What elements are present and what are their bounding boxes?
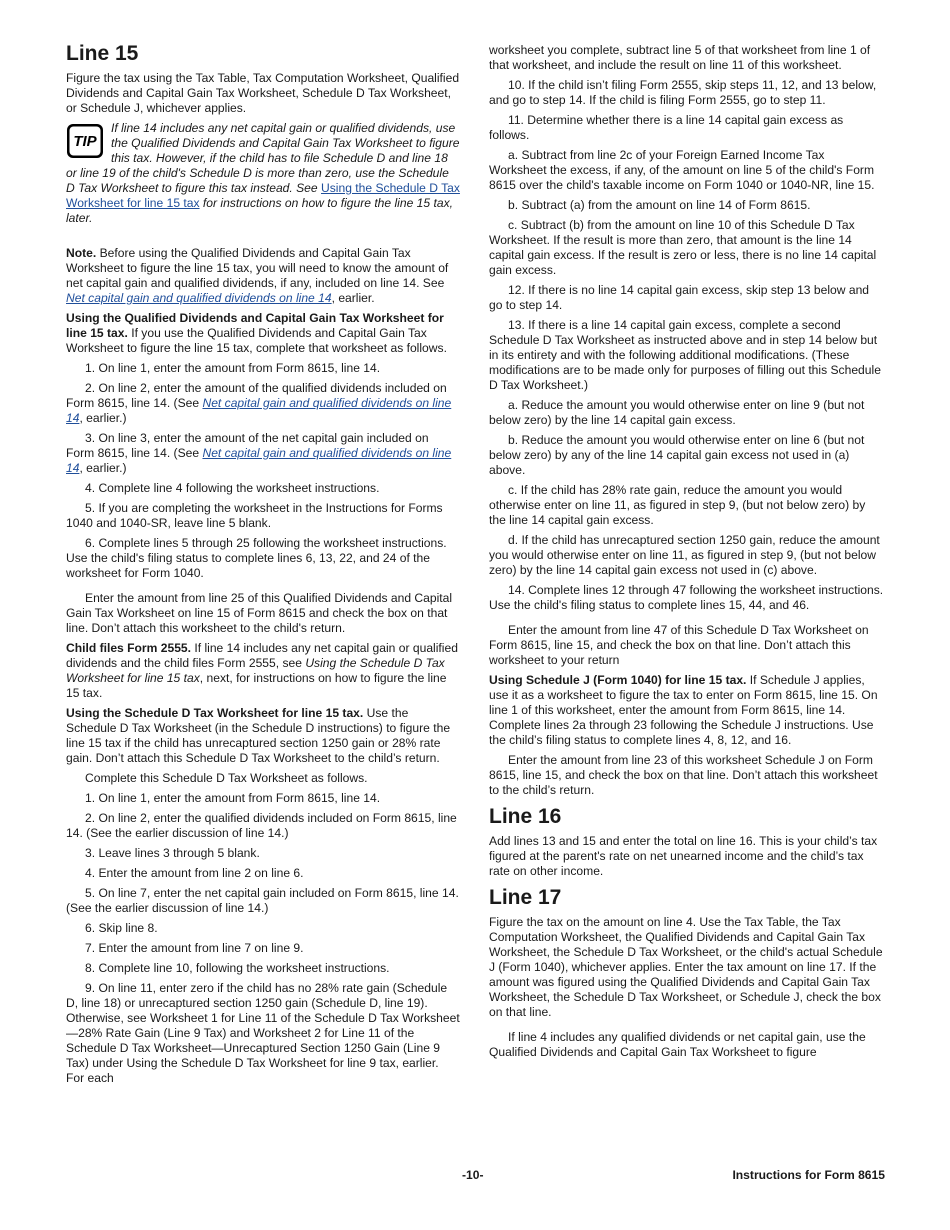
sd-step-11b: b. Subtract (a) from the amount on line 14 of Form 8615. bbox=[508, 198, 811, 212]
sd-step-13c: c. If the child has 28% rate gain, reduce the amount you would otherwise enter on line 11, as figured in step 9, (but not below zero) by the line 14 capital gain excess. bbox=[489, 483, 866, 527]
note-label: Note. bbox=[66, 246, 97, 260]
sd-step-10: 10. If the child isn’t filing Form 2555, skip steps 11, 12, and 13 below, and go to step 14. If the child is filing Form 2555, go to step 11. bbox=[489, 78, 877, 107]
qd-step-2-link[interactable]: Net capital gain and qualified dividends on line 14 bbox=[66, 396, 452, 425]
sd-step-9: 9. On line 11, enter zero if the child has no 28% rate gain (Schedule D, line 18) or unrecaptured section 1250 gain (Schedule D, line 19). Otherwise, see Worksheet 1 for Line 11 of the Schedule D Tax Worksheet—28% Rate Gain (Line 9 Tax) and Worksheet 2 for Line 11 of the Schedule D Tax Worksheet—Unrecaptured Section 1250 Gain (Line 9 Tax) under Using the Schedule D Tax Worksheet for line 9 tax, earlier. For each bbox=[66, 981, 460, 1085]
note-text-end: , earlier. bbox=[331, 291, 375, 305]
qd-step-2-text: 2. On line 2, enter the amount of the qualified dividends included on Form 8615, line 14. (See bbox=[66, 381, 447, 410]
sd-step-2: 2. On line 2, enter the qualified dividends included on Form 8615, line 14. (See the earlier discussion of line 14.) bbox=[66, 811, 457, 840]
tip-box bbox=[66, 121, 460, 226]
sj-enter: Enter the amount from line 23 of this worksheet Schedule J on Form 8615, line 15, and check the box on that line. Don’t attach this worksheet to the child’s return. bbox=[489, 753, 878, 797]
qd-step-2-end: , earlier.) bbox=[79, 411, 127, 425]
tip-icon bbox=[66, 123, 104, 159]
sd-text: Use the Schedule D Tax Worksheet (in the Schedule D instructions) to figure the line 15 tax if the child has unrecaptured section 1250 gain or 28% rate gain. Don’t attach this Schedule D Tax Worksheet to the child’s return. bbox=[66, 706, 451, 765]
qd-step-6: 6. Complete lines 5 through 25 following the worksheet instructions. Use the child's filing status to complete lines 6, 13, 22, and 24 of the worksheet for Form 1040. bbox=[66, 536, 447, 580]
cf-text-italic: Using the Schedule D Tax Worksheet for line 15 tax bbox=[66, 656, 445, 685]
qd-heading: Using the Qualified Dividends and Capital Gain Tax Worksheet for line 15 tax. bbox=[66, 311, 444, 340]
sd-step-13b: b. Reduce the amount you would otherwise enter on line 6 (but not below zero) by any of the line 14 capital gain excess not used in (a) above. bbox=[489, 433, 865, 477]
qd-paragraph bbox=[66, 311, 460, 356]
qd-enter: Enter the amount from line 25 of this Qualified Dividends and Capital Gain Tax Worksheet on line 15 of Form 8615 and check the box on that line. Don’t attach this worksheet to the child's return. bbox=[66, 591, 453, 635]
sd-step-14: 14. Complete lines 12 through 47 following the worksheet instructions. Use the child's filing status to complete lines 15, 44, and 46. bbox=[489, 583, 884, 612]
sd-complete: Complete this Schedule D Tax Worksheet as follows. bbox=[85, 771, 368, 785]
sd-enter: Enter the amount from line 47 of this Schedule D Tax Worksheet on Form 8615, line 15, and check the box on that line. Don’t attach this worksheet to your return bbox=[489, 623, 869, 667]
sd-step-7: 7. Enter the amount from line 7 on line 9. bbox=[85, 941, 304, 955]
sd-paragraph bbox=[66, 706, 460, 766]
qd-step-3-text: 3. On line 3, enter the amount of the net capital gain included on Form 8615, line 14. (See bbox=[66, 431, 429, 460]
line17-heading: Line 17 bbox=[489, 886, 562, 909]
tip-text-1: If line 14 includes any net capital gain or qualified dividends, use the Qualified Dividends and Capital Gain Tax Worksheet to figure this tax. However, if the child has to file bbox=[111, 121, 460, 165]
qd-step-3-end: , earlier.) bbox=[79, 461, 127, 475]
line15-heading: Line 15 bbox=[66, 42, 139, 65]
sd-step-4: 4. Enter the amount from line 2 on line 6. bbox=[85, 866, 304, 880]
left-column bbox=[66, 42, 460, 1091]
tip-link-schedule-d[interactable]: Using the Schedule D Tax Worksheet for line 15 tax bbox=[66, 181, 460, 210]
sd-step-11: 11. Determine whether there is a line 14 capital gain excess as follows. bbox=[489, 113, 844, 142]
right-column bbox=[489, 43, 885, 1065]
line17-more: If line 4 includes any qualified dividends or net capital gain, use the Qualified Dividends and Capital Gain Tax Worksheet to figure bbox=[489, 1030, 866, 1059]
sj-paragraph bbox=[489, 673, 885, 748]
line16-text: Add lines 13 and 15 and enter the total on line 16. This is your child’s tax figured at the parent's rate on net unearned income and the child’s tax rate on other income. bbox=[489, 834, 878, 878]
sd-step-6: 6. Skip line 8. bbox=[85, 921, 158, 935]
sd-step-3: 3. Leave lines 3 through 5 blank. bbox=[85, 846, 260, 860]
qd-step-2 bbox=[66, 381, 460, 426]
sj-text: If Schedule J applies, use it as a worksheet to figure the tax to enter on Form 8615, line 15. On line 1 of this worksheet, enter the amount from Form 8615, line 14. Complete lines 2a through 23 following the Schedule J instructions. Use the child’s filing status to complete lines 4, 8, 12, and 16. bbox=[489, 673, 878, 747]
sd-step-11c: c. Subtract (b) from the amount on line 10 of this Schedule D Tax Worksheet. If the result is more than zero, that amount is the line 14 capital gain excess. If the result is zero or less, there is no line 14 capital gain excess. bbox=[489, 218, 877, 277]
sd-step-13d: d. If the child has unrecaptured section 1250 gain, reduce the amount you would otherwise enter on line 11, as figured in step 9, (but not below zero) by the line 14 capital gain excess not used in (c) above. bbox=[489, 533, 880, 577]
sd-step-12: 12. If there is no line 14 capital gain excess, skip step 13 below and go to step 14. bbox=[489, 283, 870, 312]
line16-heading: Line 16 bbox=[489, 805, 562, 828]
sd-step-1: 1. On line 1, enter the amount from Form 8615, line 14. bbox=[85, 791, 381, 805]
cf-text: If line 14 includes any net capital gain or qualified dividends and the child files Form 2555, see bbox=[66, 641, 458, 670]
qd-step-5: 5. If you are completing the worksheet in the Instructions for Forms 1040 and 1040-SR, leave line 5 blank. bbox=[66, 501, 443, 530]
continuation-text: worksheet you complete, subtract line 5 of that worksheet from line 1 of that worksheet, and include the result on line 11 of this worksheet. bbox=[489, 43, 871, 72]
note-link[interactable]: Net capital gain and qualified dividends on line 14 bbox=[66, 291, 332, 305]
sd-step-13: 13. If there is a line 14 capital gain excess, complete a second Schedule D Tax Worksheet as instructed above and in step 14 below but in its entirety and with the following additional modifications. (These modifications are to be made only for purposes of filling out this Schedule D Tax Worksheet.) bbox=[489, 318, 881, 392]
cf-heading: Child files Form 2555. bbox=[66, 641, 192, 655]
sj-heading: Using Schedule J (Form 1040) for line 15 tax. bbox=[489, 673, 747, 687]
qd-text: If you use the Qualified Dividends and Capital Gain Tax Worksheet to figure the line 15 tax, complete that worksheet as follows. bbox=[66, 326, 447, 355]
tip-text-2: Schedule D and line 18 or line 19 of the child's Schedule D is more than zero, use the Schedule D Tax Worksheet to figure this tax instead. See bbox=[66, 151, 449, 195]
sd-heading: Using the Schedule D Tax Worksheet for line 15 tax. bbox=[66, 706, 364, 720]
qd-step-4: 4. Complete line 4 following the worksheet instructions. bbox=[85, 481, 380, 495]
cf-text-end: , next, for instructions on how to figure the line 15 tax. bbox=[66, 671, 447, 700]
qd-step-1: 1. On line 1, enter the amount from Form 8615, line 14. bbox=[85, 361, 381, 375]
note-text: Before using the Qualified Dividends and Capital Gain Tax Worksheet to figure the line 15 tax, you will need to know the amount of net capital gain and qualified dividends, if any, included on line 14. See bbox=[66, 246, 449, 290]
line15-intro: Figure the tax using the Tax Table, Tax Computation Worksheet, Qualified Dividends and Capital Gain Tax Worksheet, Schedule D Tax Worksheet, or Schedule J, whichever applies. bbox=[66, 71, 460, 115]
cf-paragraph bbox=[66, 641, 460, 701]
note-paragraph bbox=[66, 246, 460, 306]
line17-text: Figure the tax on the amount on line 4. Use the Tax Table, the Tax Computation Worksheet, the Qualified Dividends and Capital Gain Tax Worksheet, the Schedule D Tax Worksheet, or the child's actual Schedule J (Form 1040), whichever applies. Enter the tax amount on line 17. If the amount was figured using the Qualified Dividends and Capital Gain Tax Worksheet, the Schedule D Tax Worksheet, or Schedule J, check the box on that line. bbox=[489, 915, 883, 1019]
page-number: -10- bbox=[462, 1168, 484, 1182]
sd-step-11a: a. Subtract from line 2c of your Foreign Earned Income Tax Worksheet the excess, if any, of the amount on line 5 of the child's Form 8615 over the child's taxable income on Form 1040 or 1040-NR, line 15. bbox=[489, 148, 875, 192]
sd-step-13a: a. Reduce the amount you would otherwise enter on line 9 (but not below zero) by the line 14 capital gain excess. bbox=[489, 398, 865, 427]
qd-step-3 bbox=[66, 431, 460, 476]
qd-step-3-link[interactable]: Net capital gain and qualified dividends on line 14 bbox=[66, 446, 452, 475]
sd-step-5: 5. On line 7, enter the net capital gain included on Form 8615, line 14. (See the earlier discussion of line 14.) bbox=[66, 886, 459, 915]
tip-label: TIP bbox=[73, 133, 97, 150]
sd-step-8: 8. Complete line 10, following the worksheet instructions. bbox=[85, 961, 390, 975]
form-title: Instructions for Form 8615 bbox=[732, 1168, 885, 1182]
tip-text-3: for instructions on how to figure the line 15 tax, later. bbox=[66, 196, 453, 225]
